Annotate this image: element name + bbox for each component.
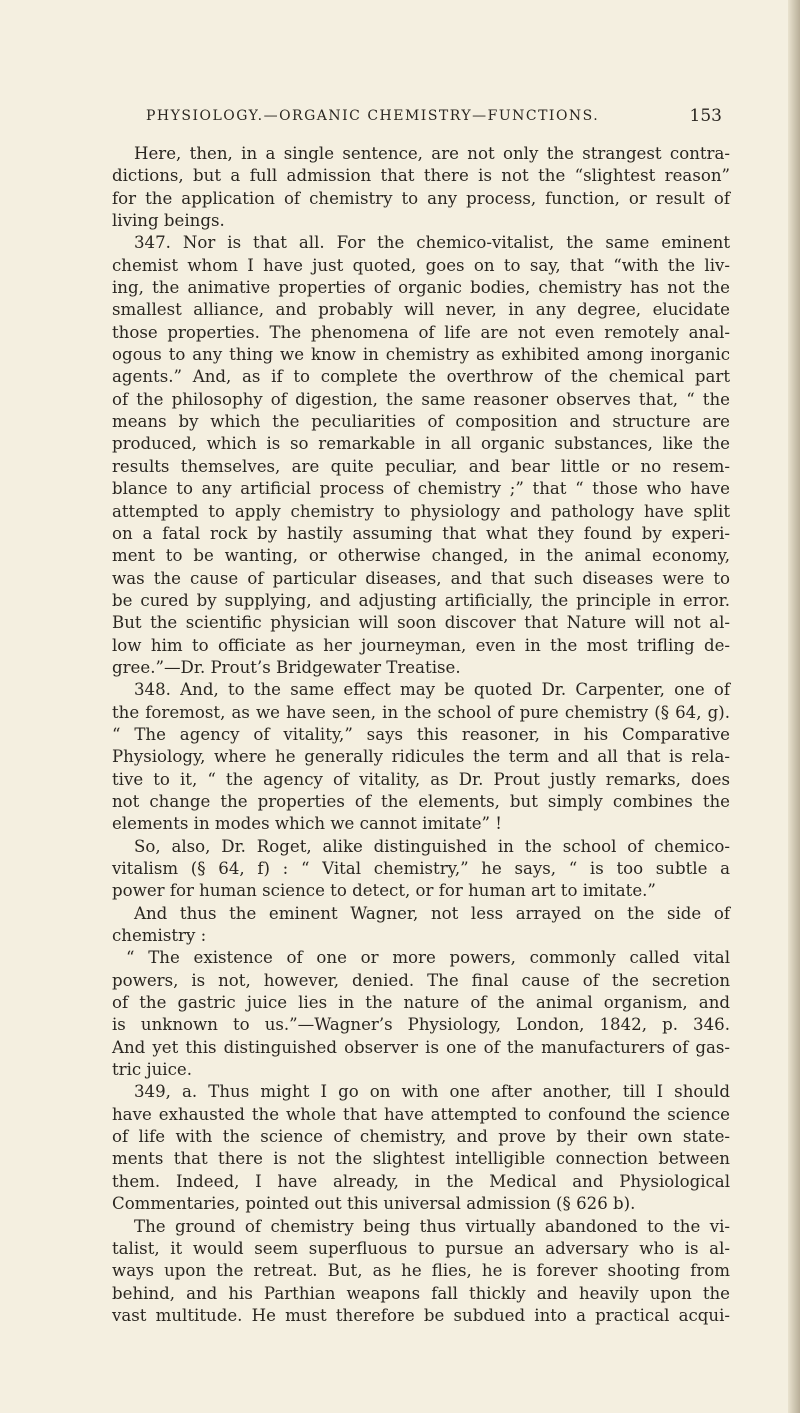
text-line: The ground of chemistry being thus virtually abandoned to the vi- <box>134 1216 730 1236</box>
text-line: means by which the peculiarities of composition and structure are <box>112 412 730 432</box>
text-line: agents.” And, as if to complete the overthrow of the chemical part <box>112 367 730 387</box>
text-line: on a fatal rock by hastily assuming that what they found by experi- <box>112 523 730 543</box>
text-line: power for human science to detect, or for human art to imitate.” <box>112 881 656 901</box>
text-line: But the scientific physician will soon discover that Nature will not al- <box>112 613 730 633</box>
text-line: results themselves, are quite peculiar, and bear little or no resem- <box>112 456 730 476</box>
text-line: ing, the animative properties of organic bodies, chemistry has not the <box>112 278 730 298</box>
text-line: ways upon the retreat. But, as he flies, he is forever shooting from <box>112 1261 730 1281</box>
text-line: 347. Nor is that all. For the chemico-vitalist, the same eminent <box>134 233 730 253</box>
text-line: those properties. The phenomena of life are not even remotely anal- <box>112 322 730 342</box>
text-line: elements in modes which we cannot imitate” ! <box>112 814 502 834</box>
text-line: blance to any artificial process of chemistry ;” that “ those who have <box>112 479 730 499</box>
text-line: the foremost, as we have seen, in the school of pure chemistry (§ 64, g). <box>112 702 730 722</box>
page-number: 153 <box>689 106 722 126</box>
text-line: ogous to any thing we know in chemistry as exhibited among inorganic <box>112 345 730 365</box>
text-line: smallest alliance, and probably will never, in any degree, elucidate <box>112 300 730 320</box>
text-line: vitalism (§ 64, f) : “ Vital chemistry,” he says, “ is too subtle a <box>112 859 730 878</box>
text-line: Physiology, where he generally ridicules the term and all that is rela- <box>112 747 730 767</box>
text-line: dictions, but a full admission that there is not the “slightest reason” <box>112 166 730 186</box>
text-line: behind, and his Parthian weapons fall thickly and heavily upon the <box>112 1283 730 1303</box>
text-line: ment to be wanting, or otherwise changed, in the animal economy, <box>112 546 730 566</box>
running-title: PHYSIOLOGY.—ORGANIC CHEMISTRY—FUNCTIONS. <box>146 108 600 124</box>
text-line: 348. And, to the same effect may be quoted Dr. Carpenter, one of <box>134 680 730 700</box>
text-line: attempted to apply chemistry to physiology and pathology have split <box>112 501 730 521</box>
page-body-text <box>112 143 730 1327</box>
text-line: ments that there is not the slightest intelligible connection between <box>112 1149 730 1169</box>
text-line: 349, a. Thus might I go on with one after another, till I should <box>134 1082 730 1102</box>
text-line: powers, is not, however, denied. The final cause of the secretion <box>112 970 730 990</box>
text-line: chemist whom I have just quoted, goes on to say, that “with the liv- <box>112 255 730 275</box>
running-header <box>146 106 722 126</box>
text-line: produced, which is so remarkable in all organic substances, like the <box>112 434 730 454</box>
text-line: was the cause of particular diseases, and that such diseases were to <box>112 568 730 588</box>
text-line: Commentaries, pointed out this universal admission (§ 626 b). <box>112 1194 636 1214</box>
text-line: gree.”—Dr. Prout’s Bridgewater Treatise. <box>112 657 461 677</box>
text-line: them. Indeed, I have already, in the Medical and Physiological <box>112 1171 730 1191</box>
text-line: Here, then, in a single sentence, are not only the strangest contra- <box>134 144 730 163</box>
text-line: of the philosophy of digestion, the same reasoner observes that, “ the <box>112 389 730 409</box>
text-line: tric juice. <box>112 1060 193 1080</box>
text-line: living beings. <box>112 211 225 231</box>
text-line: of the gastric juice lies in the nature of the animal organism, and <box>112 993 730 1013</box>
page-edge-shadow <box>788 0 800 1413</box>
text-line: “ The agency of vitality,” says this reasoner, in his Comparative <box>112 724 730 744</box>
text-line: of life with the science of chemistry, and prove by their own state- <box>112 1127 730 1147</box>
text-line: not change the properties of the elements, but simply combines the <box>112 791 730 811</box>
text-line: for the application of chemistry to any process, function, or result of <box>112 188 730 208</box>
text-line: And thus the eminent Wagner, not less arrayed on the side of <box>134 903 730 923</box>
text-line: is unknown to us.”—Wagner’s Physiology, London, 1842, p. 346. <box>112 1015 730 1035</box>
text-line: low him to officiate as her journeyman, even in the most trifling de- <box>112 635 730 655</box>
text-line: chemistry : <box>112 926 207 946</box>
text-line: So, also, Dr. Roget, alike distinguished in the school of chemico- <box>134 836 730 856</box>
text-line: “ The existence of one or more powers, commonly called vital <box>126 948 730 968</box>
text-line: vast multitude. He must therefore be subdued into a practical acqui- <box>112 1305 730 1325</box>
text-line: be cured by supplying, and adjusting artificially, the principle in error. <box>112 590 730 610</box>
text-line: talist, it would seem superfluous to pursue an adversary who is al- <box>112 1238 730 1258</box>
text-line: tive to it, “ the agency of vitality, as Dr. Prout justly remarks, does <box>112 769 730 789</box>
text-line: And yet this distinguished observer is one of the manufacturers of gas- <box>112 1037 730 1057</box>
text-line: have exhausted the whole that have attempted to confound the science <box>112 1104 730 1124</box>
